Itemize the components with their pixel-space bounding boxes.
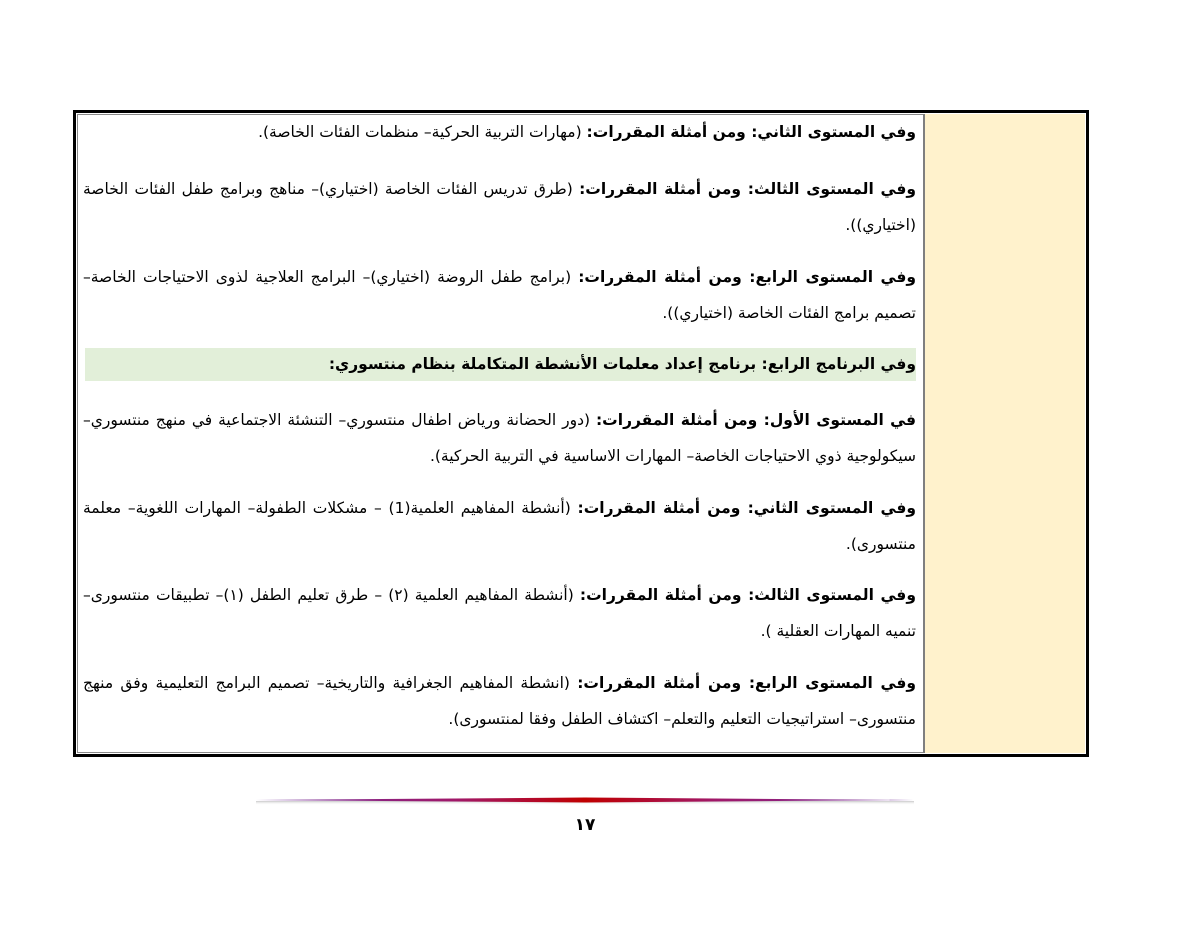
side-column-cell [923, 114, 1085, 753]
content-table [73, 110, 1089, 757]
paragraph-lead: وفي المستوى الثالث: ومن أمثلة المقررات: [579, 180, 916, 198]
program-heading: وفي البرنامج الرابع: برنامج إعداد معلمات الأنشطة المتكاملة بنظام منتسوري: [85, 348, 916, 381]
paragraph-level-2 [83, 114, 916, 150]
paragraph-body: (طرق تدريس الفئات الخاصة (اختياري)– مناهج وبرامج طفل الفئات الخاصة (اختياري)). [83, 180, 916, 234]
paragraph-lead: وفي المستوى الرابع: ومن أمثلة المقررات: [577, 674, 916, 692]
paragraph-body: (برامج طفل الروضة (اختياري)– البرامج العلاجية لذوى الاحتياجات الخاصة– تصميم برامج الفئات الخاصة (اختياري)). [83, 268, 916, 322]
program-paragraph-level-3 [83, 577, 916, 649]
page-number: ١٧ [574, 815, 596, 835]
paragraph-body: (مهارات التربية الحركية– منظمات الفئات الخاصة). [258, 123, 587, 141]
paragraph-body: (أنشطة المفاهيم العلمية (٢) – طرق تعليم الطفل (١)– تطبيقات منتسورى– تنميه المهارات العقلية ). [83, 586, 916, 640]
paragraph-body: (أنشطة المفاهيم العلمية(1) – مشكلات الطفولة– المهارات اللغوية– معلمة منتسورى). [83, 499, 916, 553]
footer-decorative-rule [256, 797, 914, 805]
paragraph-lead: وفي المستوى الثاني: ومن أمثلة المقررات: [586, 123, 916, 141]
program-paragraph-level-4 [83, 665, 916, 737]
main-text-cell [81, 114, 918, 753]
paragraph-level-4 [83, 259, 916, 331]
paragraph-body: (انشطة المفاهيم الجغرافية والتاريخية– تصميم البرامج التعليمية وفق منهج منتسورى– استراتيجيات التعليم والتعلم– اكتشاف الطفل وفقا لمنتسورى). [83, 674, 916, 728]
paragraph-lead: وفي المستوى الثاني: ومن أمثلة المقررات: [577, 499, 917, 517]
program-paragraph-level-2 [83, 490, 916, 562]
program-paragraph-level-1 [83, 402, 916, 474]
paragraph-lead: وفي المستوى الثالث: ومن أمثلة المقررات: [579, 586, 916, 604]
paragraph-level-3 [83, 171, 916, 243]
paragraph-lead: وفي المستوى الرابع: ومن أمثلة المقررات: [578, 268, 916, 286]
paragraph-lead: في المستوى الأول: ومن أمثلة المقررات: [595, 411, 916, 429]
paragraph-body: (دور الحضانة ورياض اطفال منتسوري– التنشئة الاجتماعية في منهج منتسوري– سيكولوجية ذوي الاحتياجات الخاصة– المهارات الاساسية في التربية الحركية). [83, 411, 916, 465]
